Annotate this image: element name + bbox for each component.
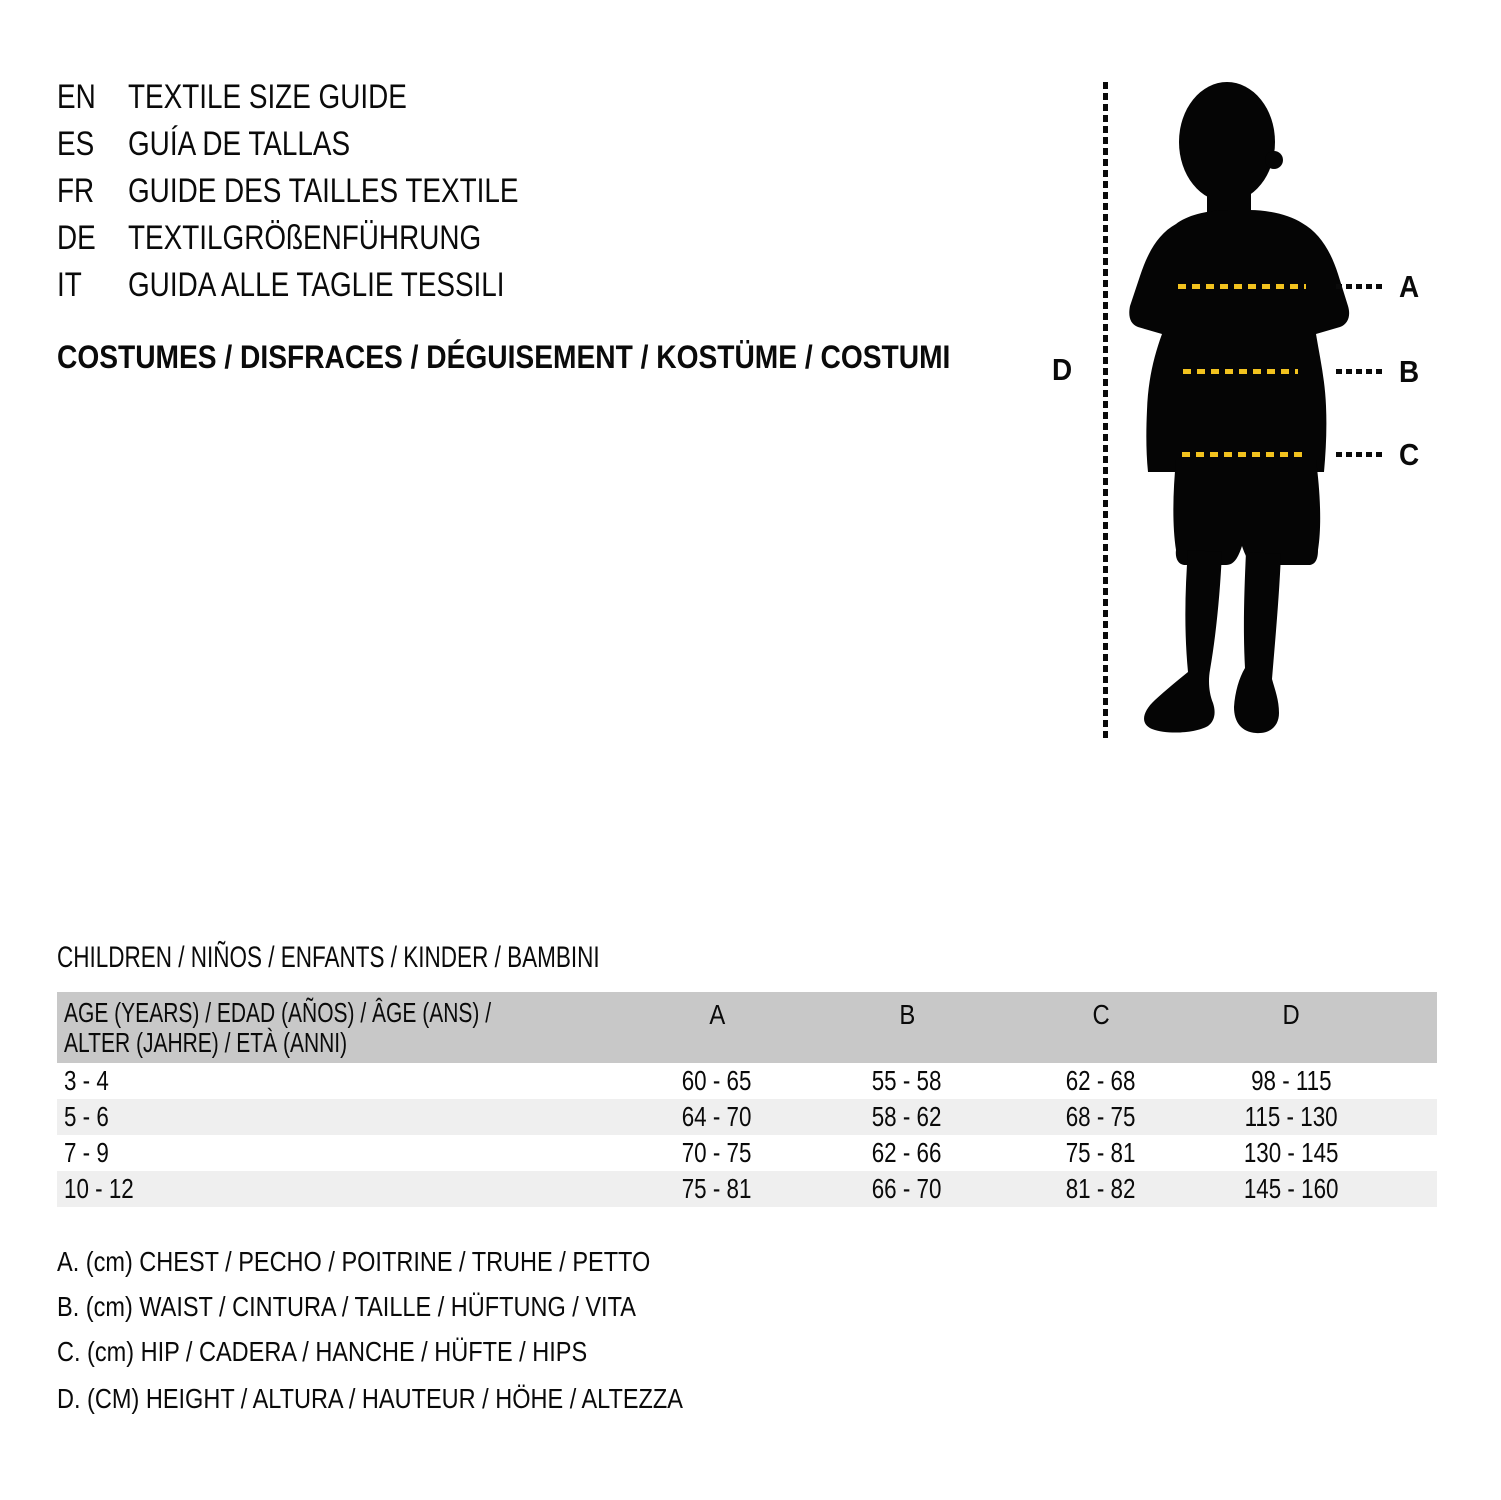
hip-cell: 75 - 81 [1066, 1137, 1136, 1168]
table-row [57, 1063, 1437, 1099]
waist-cell: 66 - 70 [872, 1173, 942, 1204]
lang-code: DE [57, 219, 96, 257]
measure-label-b: B [1399, 354, 1420, 389]
children-size-table [57, 992, 1437, 1207]
height-cell: 130 - 145 [1243, 1137, 1339, 1168]
lang-code: ES [57, 125, 95, 163]
waist-cell: 62 - 66 [872, 1137, 942, 1168]
waist-cell: 58 - 62 [872, 1101, 942, 1132]
section-title-children: CHILDREN / NIÑOS / ENFANTS / KINDER / BAMBINI [57, 941, 600, 974]
chest-cell: 75 - 81 [682, 1173, 752, 1204]
age-cell: 10 - 12 [64, 1173, 134, 1204]
chest-cell: 60 - 65 [682, 1065, 752, 1096]
lang-title: TEXTILE SIZE GUIDE [128, 78, 407, 116]
table-row [57, 1135, 1437, 1171]
hip-cell: 62 - 68 [1066, 1065, 1136, 1096]
lang-code: EN [57, 78, 96, 116]
chest-leader-line [1336, 284, 1384, 289]
measure-label-c: C [1399, 437, 1420, 472]
age-cell: 7 - 9 [64, 1137, 109, 1168]
lang-title: TEXTILGRÖßENFÜHRUNG [128, 219, 482, 257]
chest-cell: 64 - 70 [682, 1101, 752, 1132]
lang-code: FR [57, 172, 95, 210]
legend-hip: C. (cm) HIP / CADERA / HANCHE / HÜFTE / HIPS [57, 1336, 588, 1367]
height-cell: 115 - 130 [1244, 1101, 1338, 1132]
table-header-row [57, 992, 1437, 1063]
category-title: COSTUMES / DISFRACES / DÉGUISEMENT / KOSTÜME / COSTUMI [57, 339, 951, 375]
measure-label-a: A [1399, 269, 1420, 304]
table-row [57, 1099, 1437, 1135]
age-cell: 3 - 4 [64, 1065, 109, 1096]
waist-cell: 55 - 58 [872, 1065, 942, 1096]
age-cell: 5 - 6 [64, 1101, 109, 1132]
measure-label-d: D [1052, 352, 1073, 387]
column-header-b: B [899, 999, 915, 1030]
hip-cell: 68 - 75 [1066, 1101, 1136, 1132]
chest-dash-line [1178, 284, 1306, 289]
column-header-a: A [709, 999, 725, 1030]
hip-cell: 81 - 82 [1066, 1173, 1136, 1204]
lang-title: GUIDE DES TAILLES TEXTILE [128, 172, 519, 210]
age-column-header: AGE (YEARS) / EDAD (AÑOS) / ÂGE (ANS) / ALTER (JAHRE) / ETÀ (ANNI) [64, 997, 492, 1058]
legend-waist: B. (cm) WAIST / CINTURA / TAILLE / HÜFTUNG / VITA [57, 1291, 636, 1322]
column-header-c: C [1092, 999, 1110, 1030]
legend-height: D. (CM) HEIGHT / ALTURA / HAUTEUR / HÖHE / ALTEZZA [57, 1383, 683, 1414]
height-dashed-line [1103, 82, 1108, 742]
lang-title: GUÍA DE TALLAS [128, 125, 351, 163]
height-cell: 98 - 115 [1250, 1065, 1332, 1096]
column-header-d: D [1282, 999, 1300, 1030]
waist-dash-line [1183, 369, 1298, 374]
legend-chest: A. (cm) CHEST / PECHO / POITRINE / TRUHE / PETTO [57, 1246, 651, 1277]
lang-code: IT [57, 266, 82, 304]
height-cell: 145 - 160 [1243, 1173, 1339, 1204]
hip-leader-line [1336, 452, 1384, 457]
hip-dash-line [1182, 452, 1304, 457]
waist-leader-line [1336, 369, 1384, 374]
table-row [57, 1171, 1437, 1207]
lang-title: GUIDA ALLE TAGLIE TESSILI [128, 266, 505, 304]
child-silhouette [1128, 80, 1352, 745]
chest-cell: 70 - 75 [682, 1137, 752, 1168]
